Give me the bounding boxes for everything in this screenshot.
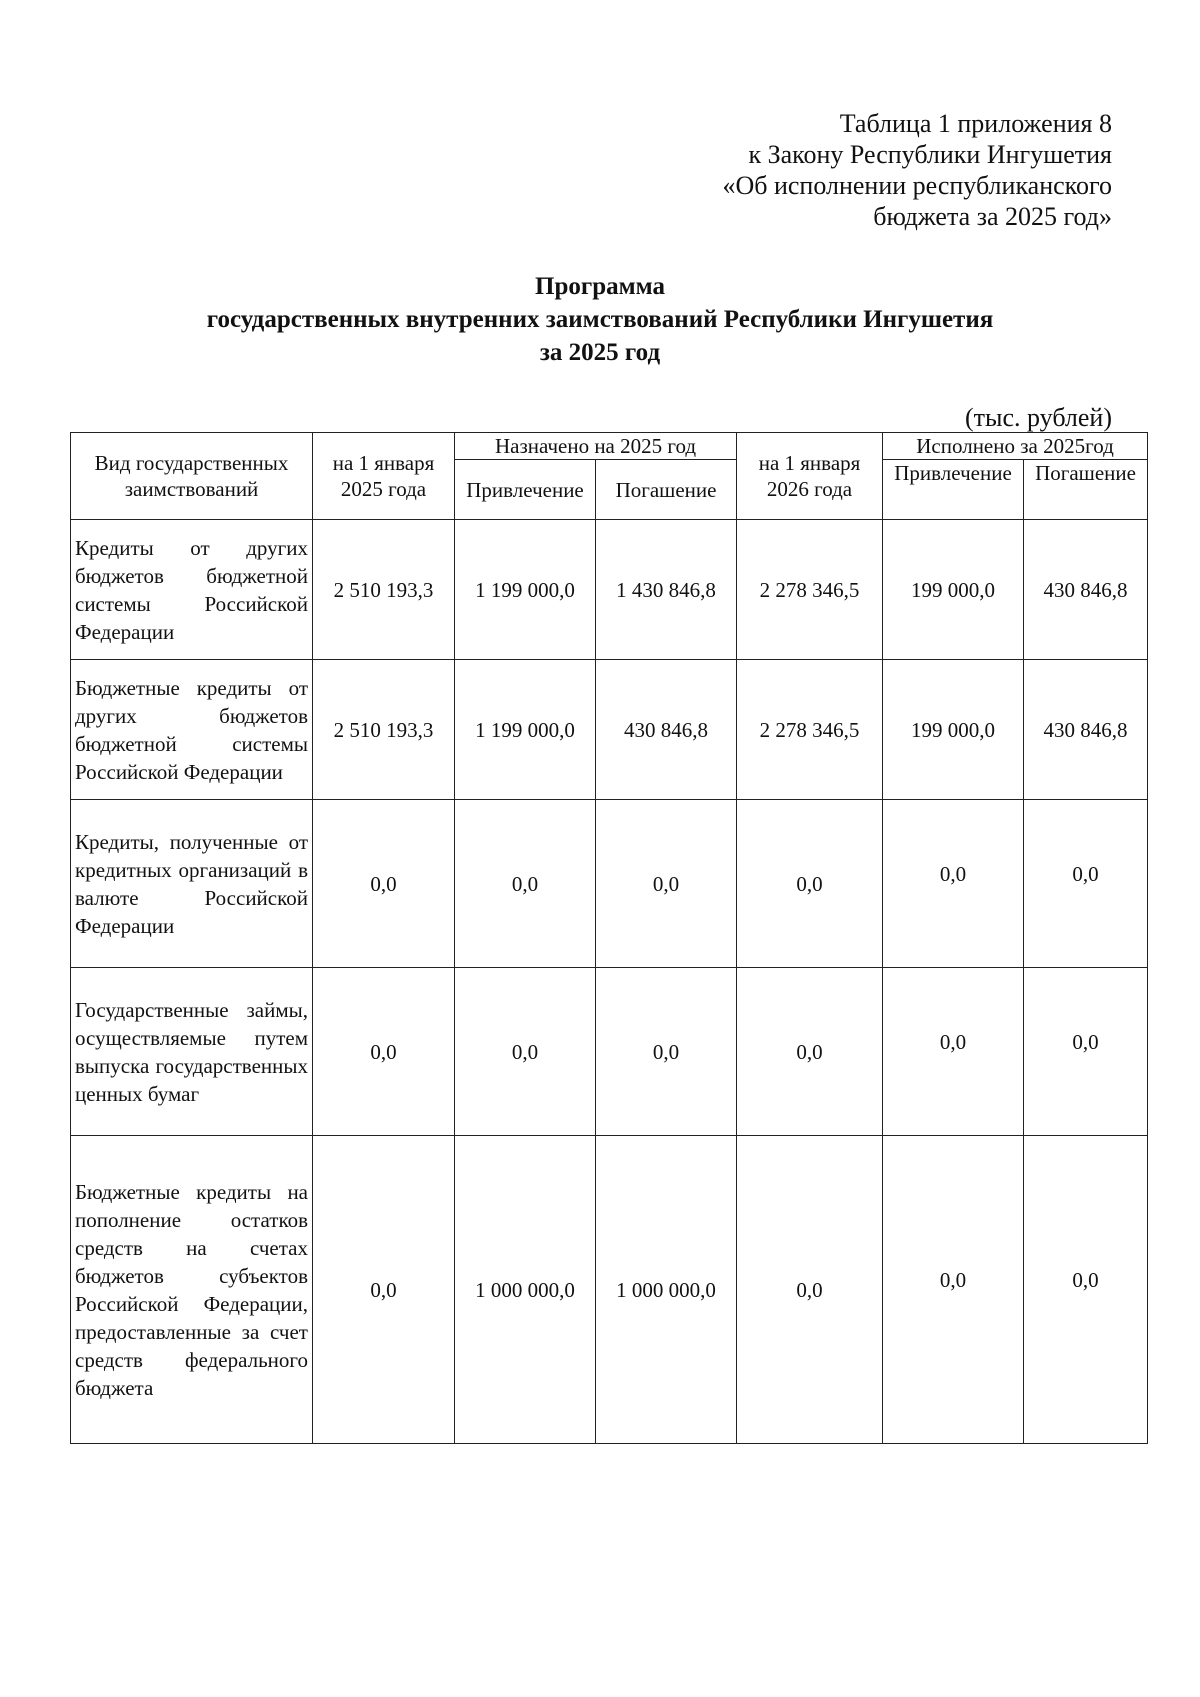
appendix-line: Таблица 1 приложения 8	[839, 109, 1112, 138]
header-jan-2025: на 1 января 2025 года	[313, 433, 455, 520]
units-label: (тыс. рублей)	[964, 403, 1112, 432]
appendix-reference	[722, 108, 1112, 232]
row-planned-repayment: 0,0	[596, 968, 737, 1136]
appendix-line: «Об исполнении республиканского	[722, 171, 1112, 200]
row-borrowing-type: Государственные займы, осуществляемые путем выпуска государственных ценных бумаг	[71, 968, 313, 1136]
row-jan-2026: 0,0	[737, 1136, 883, 1444]
row-executed-attraction: 199 000,0	[883, 660, 1024, 800]
row-planned-repayment: 0,0	[596, 800, 737, 968]
row-planned-attraction: 0,0	[455, 800, 596, 968]
row-borrowing-type: Кредиты, полученные от кредитных организаций в валюте Российской Федерации	[71, 800, 313, 968]
header-borrowing-type: Вид государственных заимствований	[71, 433, 313, 520]
row-planned-repayment: 1 430 846,8	[596, 520, 737, 660]
appendix-line: бюджета за 2025 год»	[873, 202, 1112, 231]
row-jan-2026: 2 278 346,5	[737, 520, 883, 660]
row-jan-2025: 0,0	[313, 968, 455, 1136]
row-executed-attraction	[883, 800, 1024, 968]
row-borrowing-type: Бюджетные кредиты на пополнение остатков средств на счетах бюджетов субъектов Российской Федерации, предоставленные за счет средств федерального бюджета	[71, 1136, 313, 1444]
executed-repayment-value: 0,0	[1072, 1267, 1099, 1292]
executed-attraction-value: 0,0	[939, 1267, 967, 1292]
appendix-line: к Закону Республики Ингушетия	[748, 140, 1112, 169]
borrowings-table	[70, 432, 1148, 1444]
header-jan-2026: на 1 января 2026 года	[737, 433, 883, 520]
header-executed-group: Исполнено за 2025год	[883, 433, 1148, 460]
executed-attraction-value: 0,0	[939, 861, 967, 886]
table-row	[71, 800, 1148, 968]
row-executed-attraction	[883, 1136, 1024, 1444]
row-executed-repayment	[1024, 1136, 1148, 1444]
table-row	[71, 968, 1148, 1136]
title-line: государственных внутренних заимствований Республики Ингушетия	[206, 306, 994, 333]
header-executed-attraction: Привлечение	[883, 460, 1024, 520]
title-line: Программа	[535, 273, 665, 300]
table-row	[71, 1136, 1148, 1444]
row-executed-repayment	[1024, 800, 1148, 968]
row-jan-2026: 0,0	[737, 968, 883, 1136]
executed-repayment-value: 0,0	[1072, 1029, 1099, 1054]
row-executed-attraction: 199 000,0	[883, 520, 1024, 660]
row-executed-repayment: 430 846,8	[1024, 520, 1148, 660]
row-jan-2025: 0,0	[313, 1136, 455, 1444]
header-executed-repayment: Погашение	[1024, 460, 1148, 520]
document-title	[0, 270, 1200, 369]
row-borrowing-type: Кредиты от других бюджетов бюджетной системы Российской Федерации	[71, 520, 313, 660]
row-planned-repayment: 1 000 000,0	[596, 1136, 737, 1444]
executed-repayment-value: 0,0	[1072, 861, 1099, 886]
table-row	[71, 660, 1148, 800]
row-executed-repayment	[1024, 968, 1148, 1136]
header-planned-group: Назначено на 2025 год	[455, 433, 737, 460]
row-jan-2025: 2 510 193,3	[313, 520, 455, 660]
header-planned-repayment: Погашение	[596, 460, 737, 520]
row-jan-2025: 2 510 193,3	[313, 660, 455, 800]
row-planned-attraction: 1 000 000,0	[455, 1136, 596, 1444]
row-executed-repayment: 430 846,8	[1024, 660, 1148, 800]
row-planned-attraction: 0,0	[455, 968, 596, 1136]
row-executed-attraction	[883, 968, 1024, 1136]
row-planned-attraction: 1 199 000,0	[455, 660, 596, 800]
table-row	[71, 520, 1148, 660]
title-line: за 2025 год	[539, 339, 661, 366]
row-borrowing-type: Бюджетные кредиты от других бюджетов бюджетной системы Российской Федерации	[71, 660, 313, 800]
row-planned-attraction: 1 199 000,0	[455, 520, 596, 660]
header-planned-attraction: Привлечение	[455, 460, 596, 520]
executed-attraction-value: 0,0	[939, 1029, 967, 1054]
row-jan-2026: 2 278 346,5	[737, 660, 883, 800]
row-jan-2025: 0,0	[313, 800, 455, 968]
row-jan-2026: 0,0	[737, 800, 883, 968]
row-planned-repayment: 430 846,8	[596, 660, 737, 800]
